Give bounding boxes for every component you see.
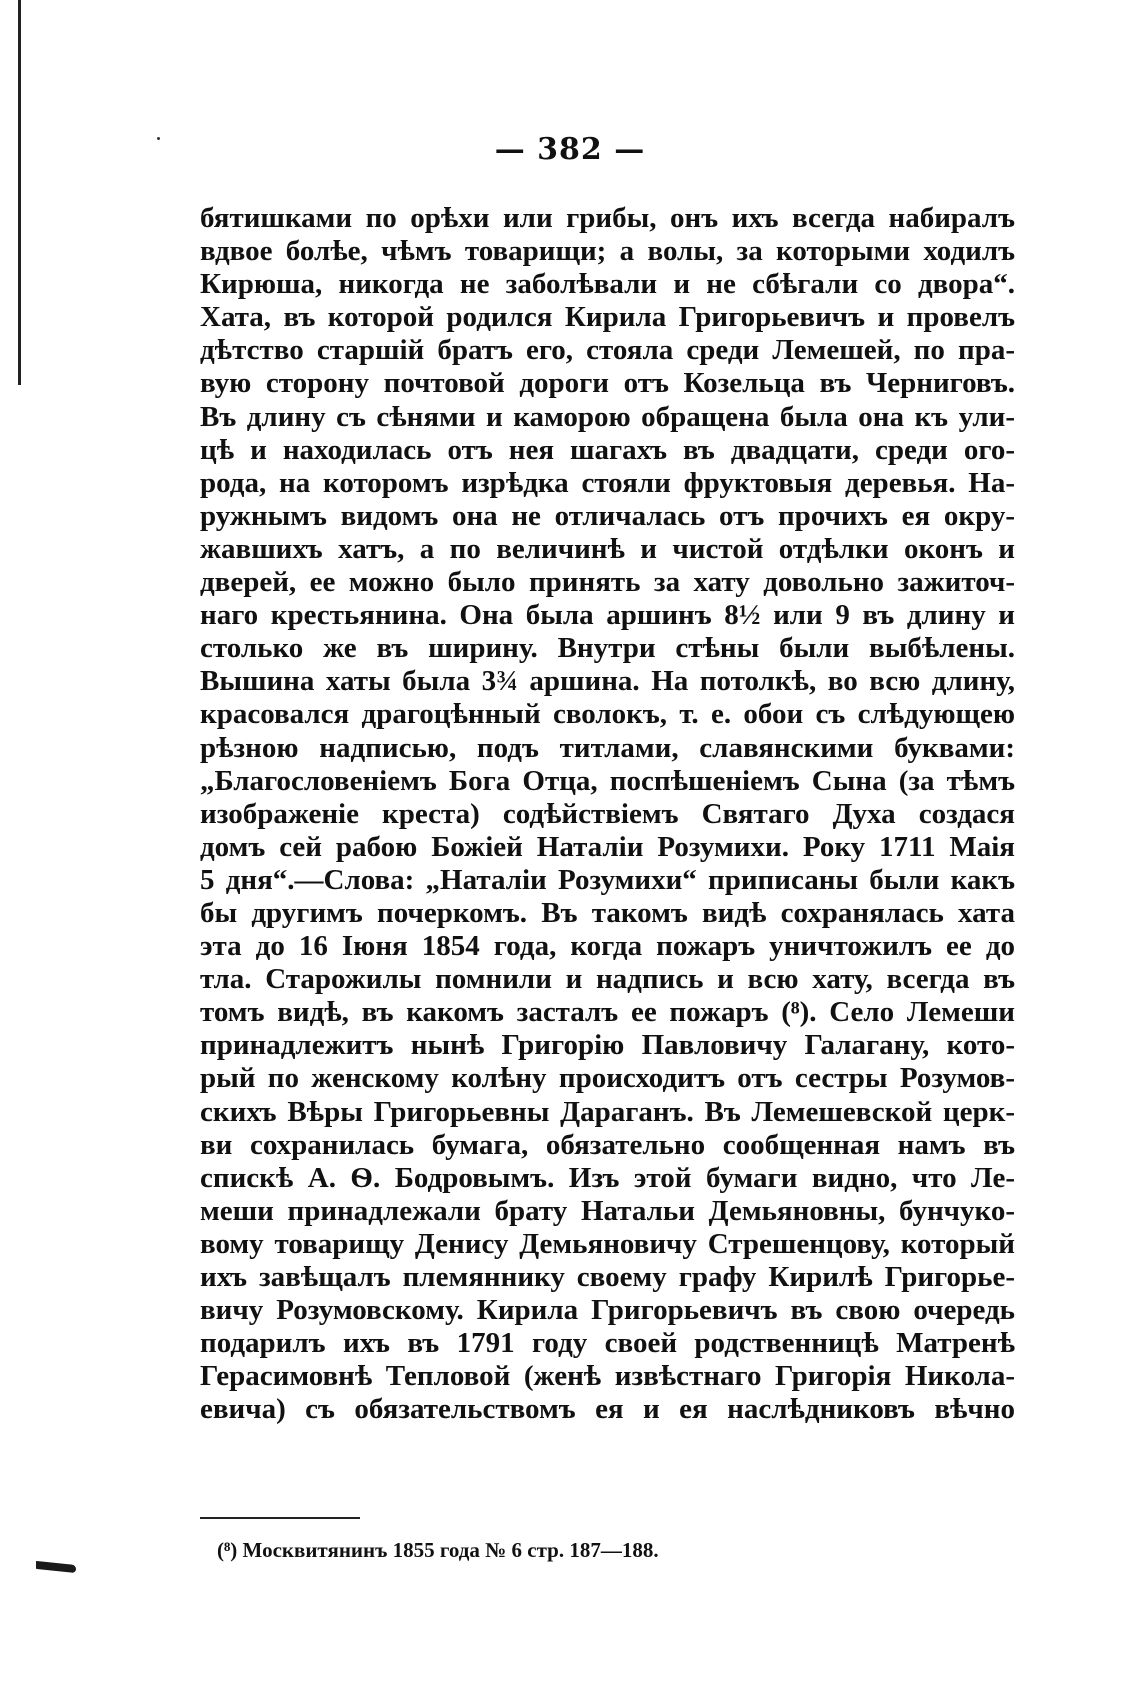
text-line: Герасимовнѣ Тепловой (женѣ извѣстнаго Григорія Никола- xyxy=(200,1360,1015,1393)
text-line: евича) съ обязательствомъ ея и ея наслѣдниковъ вѣчно xyxy=(200,1393,1015,1426)
body-text xyxy=(200,202,1015,1426)
text-line: цѣ и находилась отъ нея шагахъ въ двадцати, среди ого- xyxy=(200,433,1015,466)
text-line: Въ длину съ сѣнями и каморою обращена была она къ ули- xyxy=(200,400,1015,433)
text-line: столько же въ ширину. Внутри стѣны были выбѣлены. xyxy=(200,632,1015,665)
text-line: 5 дня“.—Слова: „Наталіи Розумихи“ приписаны были какъ xyxy=(200,863,1015,896)
text-line: наго крестьянина. Она была аршинъ 8½ или 9 въ длину и xyxy=(200,599,1015,632)
text-line: Вышина хаты была 3¾ аршина. На потолкѣ, во всю длину, xyxy=(200,665,1015,698)
text-line: тла. Старожилы помнили и надпись и всю хату, всегда въ xyxy=(200,963,1015,996)
text-line: ихъ завѣщалъ племяннику своему графу Кирилѣ Григорье- xyxy=(200,1261,1015,1293)
text-line: рый по женскому колѣну происходитъ отъ сестры Розумов- xyxy=(200,1062,1015,1095)
text-line: принадлежитъ нынѣ Григорію Павловичу Галагану, кото- xyxy=(200,1029,1015,1062)
scan-margin-line xyxy=(18,0,21,385)
text-line: домъ сей рабою Божіей Наталіи Розумихи. Року 1711 Маія xyxy=(200,830,1015,863)
text-line: Хата, въ которой родился Кирила Григорьевичъ и провелъ xyxy=(200,301,1015,334)
text-line: ружнымъ видомъ она не отличалась отъ прочихъ ея окру- xyxy=(200,499,1015,532)
text-line: вдвое болѣе, чѣмъ товарищи; а волы, за которыми ходилъ xyxy=(200,235,1015,268)
text-line: эта до 16 Іюня 1854 года, когда пожаръ уничтожилъ ее до xyxy=(200,930,1015,963)
text-line: дѣтство старшій братъ его, стояла среди Лемешей, по пра- xyxy=(200,334,1015,367)
text-line: томъ видѣ, въ какомъ засталъ ее пожаръ (⁸). Село Лемеши xyxy=(200,996,1015,1029)
text-line: вому товарищу Денису Демьяновичу Стрешенцову, который xyxy=(200,1227,1015,1260)
text-line: скихъ Вѣры Григорьевны Дараганъ. Въ Лемешевской церк- xyxy=(200,1095,1015,1128)
text-line: жавшихъ хатъ, а по величинѣ и чистой отдѣлки оконъ и xyxy=(200,532,1015,565)
footnote: (⁸) Москвитянинъ 1855 года № 6 стр. 187—188. xyxy=(217,1538,659,1562)
text-line: подарилъ ихъ въ 1791 году своей родственницѣ Матренѣ xyxy=(200,1327,1015,1360)
text-line: вую сторону почтовой дороги отъ Козельца въ Черниговъ. xyxy=(200,367,1015,400)
text-line: бятишками по орѣхи или грибы, онъ ихъ всегда набиралъ xyxy=(200,202,1015,234)
text-line: вичу Розумовскому. Кирила Григорьевичъ въ свою очередь xyxy=(200,1294,1015,1327)
text-line: изображеніе креста) содѣйствіемъ Святаго Духа создася xyxy=(200,797,1015,830)
text-line: рѣзною надписью, подъ титлами, славянскими буквами: xyxy=(200,731,1015,764)
text-line: меши принадлежали брату Натальи Демьяновны, бунчуко- xyxy=(200,1194,1015,1227)
text-line: „Благословеніемъ Бога Отца, поспѣшеніемъ Сына (за тѣмъ xyxy=(200,764,1015,797)
text-line: красовался драгоцѣнный сволокъ, т. е. обои съ слѣдующею xyxy=(200,698,1015,731)
text-line: спискѣ А. Ѳ. Бодровымъ. Изъ этой бумаги видно, что Ле- xyxy=(200,1161,1015,1194)
page-number: — 382 — xyxy=(494,132,646,167)
text-line: бы другимъ почеркомъ. Въ такомъ видѣ сохранялась хата xyxy=(200,896,1015,929)
text-line: ви сохранилась бумага, обязательно сообщенная намъ въ xyxy=(200,1128,1015,1161)
text-line: рода, на которомъ изрѣдка стояли фруктовыя деревья. На- xyxy=(200,466,1015,499)
text-line: дверей, ее можно было принять за хату довольно зажиточ- xyxy=(200,566,1015,599)
scan-edge-mark xyxy=(36,1561,76,1573)
text-line: Кирюша, никогда не заболѣвали и не сбѣгали со двора“. xyxy=(200,268,1015,301)
footnote-divider xyxy=(200,1517,360,1519)
